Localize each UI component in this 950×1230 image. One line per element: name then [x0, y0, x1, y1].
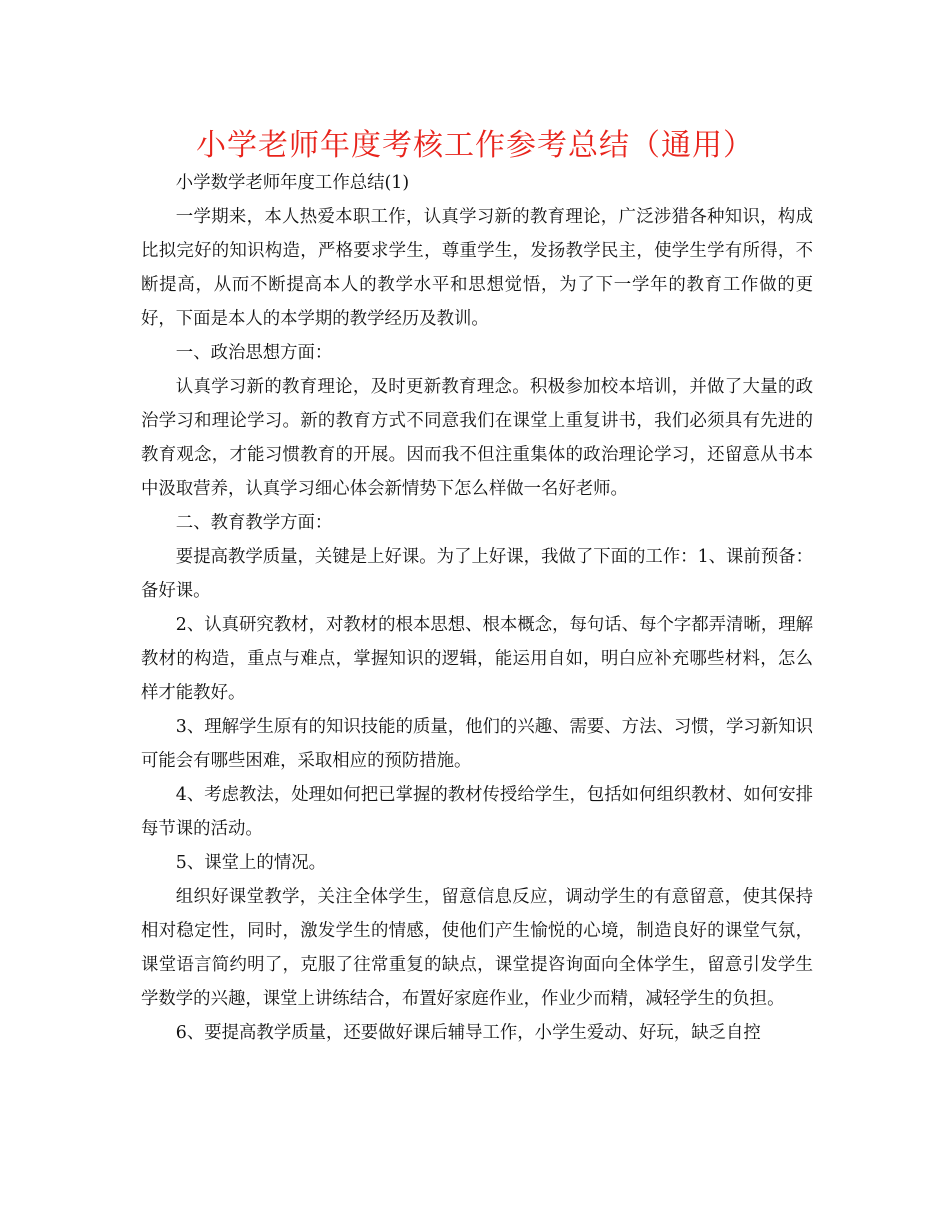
section-heading-political: 一、政治思想方面： [175, 343, 333, 363]
paragraph-classroom: 组织好课堂教学，关注全体学生，留意信息反应，调动学生的有意留意，使其保持相对稳定性，同时，激发学生的情感，使他们产生愉悦的心境，制造良好的课堂气氛，课堂语言简约明了，克服了往常重复的缺点，课堂提咨询面向全体学生，留意引发学生学数学的兴趣，课堂上讲练结合，布置好家庭作业，作业少而精，减轻学生的负担。 [141, 887, 813, 1009]
paragraph-intro: 一学期来，本人热爱本职工作，认真学习新的教育理论，广泛涉猎各种知识，构成比拟完好的知识构造，严格要求学生，尊重学生，发扬教学民主，使学生学有所得，不断提高，从而不断提高本人的教学水平和思想觉悟，为了下一学年的教育工作做的更好，下面是本人的本学期的教学经历及教训。 [141, 207, 813, 329]
paragraph-teaching-2: 2、认真研究教材，对教材的根本思想、根本概念，每句话、每个字都弄清晰，理解教材的构造，重点与难点，掌握知识的逻辑，能运用自如，明白应补充哪些材料，怎么样才能教好。 [141, 615, 813, 703]
paragraph-political: 认真学习新的教育理论，及时更新教育理念。积极参加校本培训，并做了大量的政治学习和理论学习。新的教育方式不同意我们在课堂上重复讲书，我们必须具有先进的教育观念，才能习惯教育的开展。因而我不但注重集体的政治理论学习，还留意从书本中汲取营养，认真学习细心体会新情势下怎么样做一名好老师。 [141, 377, 813, 499]
paragraph-teaching-4: 4、考虑教法，处理如何把已掌握的教材传授给学生，包括如何组织教材、如何安排每节课的活动。 [141, 785, 813, 839]
document-body [141, 166, 813, 1050]
section-heading-teaching: 二、教育教学方面： [175, 513, 333, 533]
paragraph-teaching-1: 要提高教学质量，关键是上好课。为了上好课，我做了下面的工作：1、课前预备：备好课。 [141, 547, 813, 601]
paragraph-teaching-5: 5、课堂上的情况。 [175, 853, 326, 873]
document-title: 小学老师年度考核工作参考总结（通用） [196, 128, 754, 163]
subtitle: 小学数学老师年度工作总结(1) [175, 173, 410, 193]
paragraph-teaching-6: 6、要提高教学质量，还要做好课后辅导工作，小学生爱动、好玩，缺乏自控 [175, 1023, 761, 1043]
paragraph-teaching-3: 3、理解学生原有的知识技能的质量，他们的兴趣、需要、方法、习惯，学习新知识可能会有哪些困难，采取相应的预防措施。 [141, 717, 813, 771]
